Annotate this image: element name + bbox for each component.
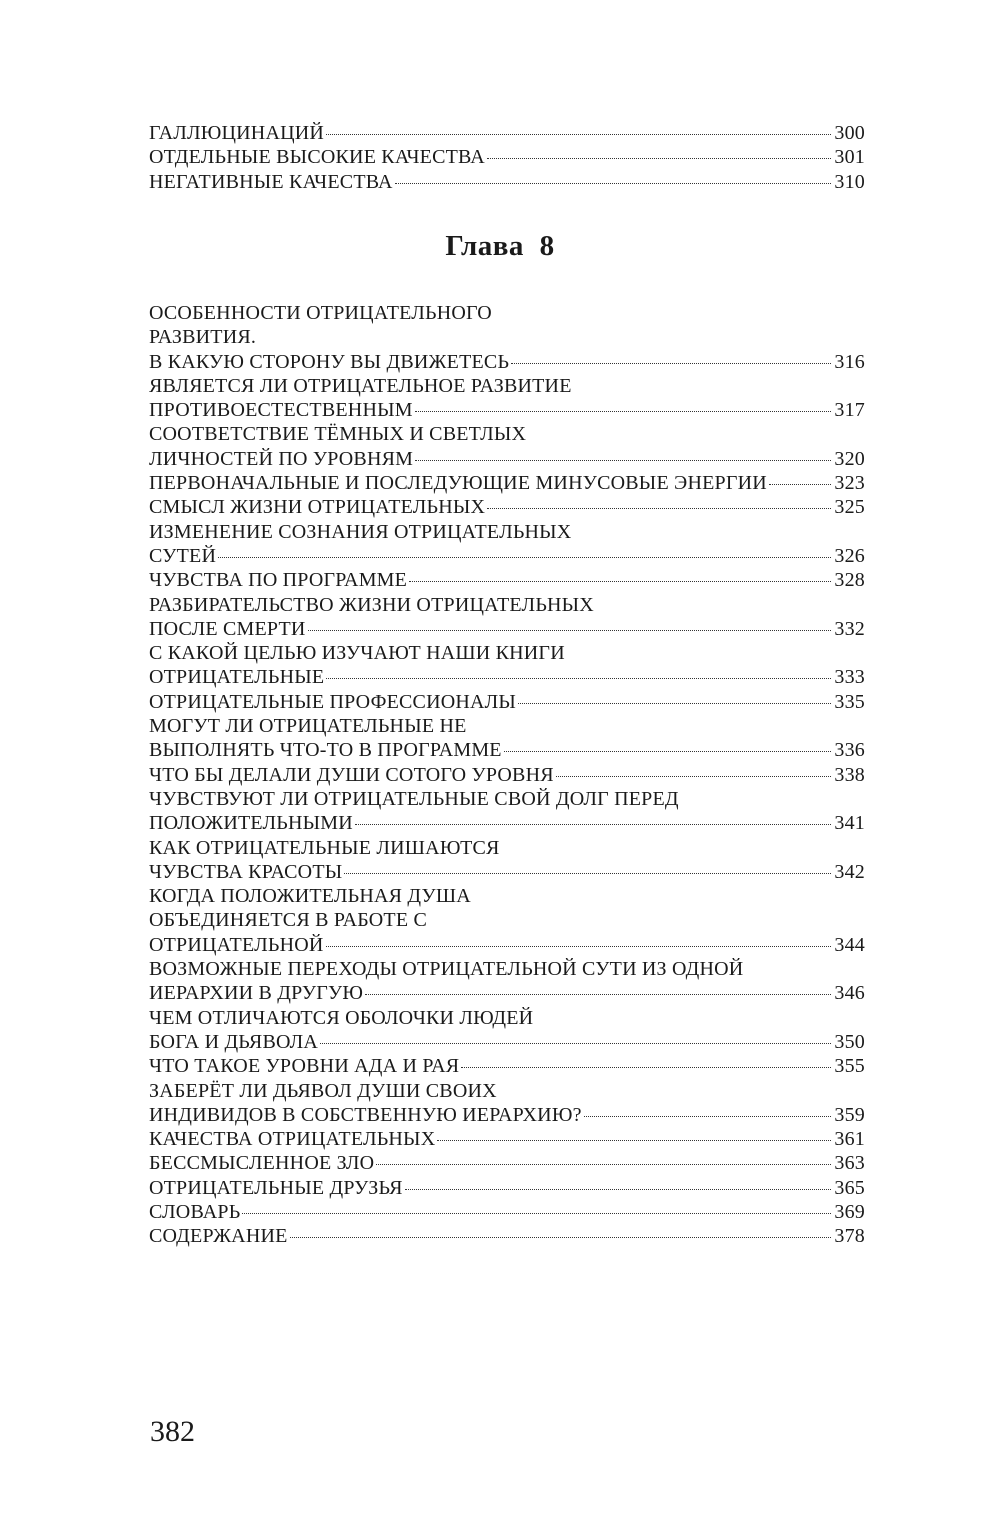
toc-entry-title: ИНДИВИДОВ В СОБСТВЕННУЮ ИЕРАРХИЮ?	[149, 1103, 582, 1126]
toc-entry-page: 344	[834, 933, 865, 956]
toc-entry-title: СЛОВАРЬ	[149, 1200, 241, 1223]
toc-entry-page: 342	[834, 860, 865, 883]
toc-entry-page: 326	[834, 544, 865, 567]
toc-entry	[149, 447, 865, 471]
toc-entry	[149, 1151, 865, 1175]
toc-entry-title: ОТРИЦАТЕЛЬНЫЕ ДРУЗЬЯ	[149, 1176, 403, 1199]
dot-leader	[365, 994, 831, 995]
toc-entry	[149, 1127, 865, 1151]
toc-entry-title: ЧТО БЫ ДЕЛАЛИ ДУШИ СОТОГО УРОВНЯ	[149, 763, 554, 786]
toc-entry-page: 346	[834, 982, 865, 1005]
toc-entry-title: БОГА И ДЬЯВОЛА	[149, 1030, 319, 1053]
toc-entry-title: С КАКОЙ ЦЕЛЬЮ ИЗУЧАЮТ НАШИ КНИГИ	[149, 642, 565, 665]
toc-entry-page: 341	[834, 812, 865, 835]
dot-leader	[242, 1213, 831, 1214]
toc-entry-title: ОТРИЦАТЕЛЬНОЙ	[149, 933, 324, 956]
dot-leader	[487, 508, 831, 509]
toc-entry-page: 350	[834, 1030, 865, 1053]
page-number: 382	[150, 1415, 195, 1448]
toc-entry-page: 328	[834, 569, 865, 592]
toc-entry-title: ОБЪЕДИНЯЕТСЯ В РАБОТЕ С	[149, 909, 427, 932]
dot-leader	[290, 1237, 831, 1238]
dot-leader	[326, 946, 831, 947]
toc-entry	[149, 350, 865, 374]
toc-entry-title: ЧУВСТВУЮТ ЛИ ОТРИЦАТЕЛЬНЫЕ СВОЙ ДОЛГ ПЕРЕД	[149, 787, 679, 810]
toc-entry-title: ОТРИЦАТЕЛЬНЫЕ	[149, 666, 325, 689]
toc-entry	[149, 1103, 865, 1127]
toc-entry	[149, 665, 865, 689]
toc-entry	[149, 1054, 865, 1078]
toc-entry-title: ЯВЛЯЕТСЯ ЛИ ОТРИЦАТЕЛЬНОЕ РАЗВИТИЕ	[149, 374, 572, 397]
dot-leader	[769, 484, 831, 485]
toc-entry-title: ИЕРАРХИИ В ДРУГУЮ	[149, 982, 364, 1005]
toc-entry-title: СУТЕЙ	[149, 544, 217, 567]
toc-entry-page: 317	[834, 399, 865, 422]
dot-leader	[376, 1164, 831, 1165]
dot-leader	[415, 460, 831, 461]
toc-entry	[149, 374, 865, 398]
toc-entry-title: КОГДА ПОЛОЖИТЕЛЬНАЯ ДУША	[149, 885, 471, 908]
dot-leader	[461, 1067, 831, 1068]
toc-entry	[149, 121, 865, 145]
toc-entry	[149, 763, 865, 787]
dot-leader	[320, 1043, 831, 1044]
dot-leader	[326, 678, 831, 679]
toc-entry-page: 335	[834, 690, 865, 713]
toc-entry-title: ЧУВСТВА КРАСОТЫ	[149, 860, 343, 883]
toc-entry-page: 323	[834, 472, 865, 495]
toc-entry-page: 332	[834, 617, 865, 640]
toc-entry	[149, 593, 865, 617]
toc-entry-title: ЧТО ТАКОЕ УРОВНИ АДА И РАЯ	[149, 1055, 460, 1078]
toc-entry-title: ЛИЧНОСТЕЙ ПО УРОВНЯМ	[149, 447, 414, 470]
toc-entry-title: ЧУВСТВА ПО ПРОГРАММЕ	[149, 569, 408, 592]
toc-entry	[149, 787, 865, 811]
toc-entry-page: 378	[834, 1225, 865, 1248]
dot-leader	[437, 1140, 831, 1141]
dot-leader	[355, 824, 831, 825]
toc-entry-page: 301	[834, 146, 865, 169]
toc-entry-page: 300	[834, 122, 865, 144]
toc-entry-title: КАЧЕСТВА ОТРИЦАТЕЛЬНЫХ	[149, 1128, 436, 1151]
toc-entry-title: ПРОТИВОЕСТЕСТВЕННЫМ	[149, 399, 413, 422]
dot-leader	[344, 873, 831, 874]
toc-entry	[149, 641, 865, 665]
toc-entry	[149, 301, 865, 325]
toc-entry	[149, 1200, 865, 1224]
toc-entry-title: СООТВЕТСТВИЕ ТЁМНЫХ И СВЕТЛЫХ	[149, 423, 527, 446]
toc-entry	[149, 495, 865, 519]
toc-entry-page: 365	[834, 1176, 865, 1199]
toc-entry-page: 320	[834, 447, 865, 470]
toc-entry-page: 359	[834, 1103, 865, 1126]
toc-entry-page: 338	[834, 763, 865, 786]
dot-leader	[487, 158, 831, 159]
toc-entry-title: РАЗБИРАТЕЛЬСТВО ЖИЗНИ ОТРИЦАТЕЛЬНЫХ	[149, 593, 594, 616]
toc-entry-title: СОДЕРЖАНИЕ	[149, 1225, 288, 1248]
toc-entry	[149, 325, 865, 349]
toc-entry-title: ПОСЛЕ СМЕРТИ	[149, 617, 306, 640]
toc-entry	[149, 738, 865, 762]
toc-entry	[149, 1006, 865, 1030]
toc-entry-title: ОТДЕЛЬНЫЕ ВЫСОКИЕ КАЧЕСТВА	[149, 146, 485, 169]
toc-entry	[149, 957, 865, 981]
dot-leader	[308, 630, 831, 631]
toc-entry	[149, 398, 865, 422]
dot-leader	[518, 703, 831, 704]
toc-entry	[149, 1176, 865, 1200]
toc-entry-page: 310	[834, 170, 865, 193]
toc-entry	[149, 520, 865, 544]
toc-entry	[149, 860, 865, 884]
toc-chapter-8-section	[149, 301, 865, 1249]
toc-entry-title: ЗАБЕРЁТ ЛИ ДЬЯВОЛ ДУШИ СВОИХ	[149, 1079, 497, 1102]
toc-entry	[149, 811, 865, 835]
toc-entry	[149, 933, 865, 957]
dot-leader	[405, 1189, 831, 1190]
toc-entry-title: МОГУТ ЛИ ОТРИЦАТЕЛЬНЫЕ НЕ	[149, 715, 467, 738]
toc-entry-title: БЕССМЫСЛЕННОЕ ЗЛО	[149, 1152, 375, 1175]
toc-entry	[149, 617, 865, 641]
toc-entry	[149, 568, 865, 592]
toc-entry-title: В КАКУЮ СТОРОНУ ВЫ ДВИЖЕТЕСЬ	[149, 350, 510, 373]
toc-entry	[149, 714, 865, 738]
toc-entry	[149, 1224, 865, 1248]
toc-entry-page: 361	[834, 1128, 865, 1151]
dot-leader	[409, 581, 831, 582]
toc-entry	[149, 908, 865, 932]
dot-leader	[415, 411, 831, 412]
toc-entry-title: СМЫСЛ ЖИЗНИ ОТРИЦАТЕЛЬНЫХ	[149, 496, 486, 519]
toc-top-section	[149, 121, 865, 194]
dot-leader	[326, 134, 831, 135]
toc-entry-page: 316	[834, 350, 865, 373]
toc-entry-title: ВОЗМОЖНЫЕ ПЕРЕХОДЫ ОТРИЦАТЕЛЬНОЙ СУТИ ИЗ ОДНОЙ	[149, 958, 744, 981]
toc-entry	[149, 981, 865, 1005]
toc-entry-title: ИЗМЕНЕНИЕ СОЗНАНИЯ ОТРИЦАТЕЛЬНЫХ	[149, 520, 572, 543]
toc-entry-title: ГАЛЛЮЦИНАЦИЙ	[149, 122, 325, 144]
toc-entry	[149, 836, 865, 860]
dot-leader	[556, 776, 831, 777]
toc-entry-page: 355	[834, 1055, 865, 1078]
toc-entry-title: ВЫПОЛНЯТЬ ЧТО-ТО В ПРОГРАММЕ	[149, 739, 502, 762]
toc-entry	[149, 1030, 865, 1054]
dot-leader	[504, 751, 831, 752]
toc-entry-title: КАК ОТРИЦАТЕЛЬНЫЕ ЛИШАЮТСЯ	[149, 836, 500, 859]
toc-entry-page: 333	[834, 666, 865, 689]
chapter-title: Глава 8	[445, 230, 555, 262]
toc-entry-title: НЕГАТИВНЫЕ КАЧЕСТВА	[149, 170, 393, 193]
toc-entry-title: ПОЛОЖИТЕЛЬНЫМИ	[149, 812, 353, 835]
toc-entry	[149, 422, 865, 446]
dot-leader	[511, 363, 831, 364]
toc-entry-title: ПЕРВОНАЧАЛЬНЫЕ И ПОСЛЕДУЮЩИЕ МИНУСОВЫЕ ЭНЕРГИИ	[149, 472, 767, 495]
toc-entry-page: 363	[834, 1152, 865, 1175]
toc-entry-title: ЧЕМ ОТЛИЧАЮТСЯ ОБОЛОЧКИ ЛЮДЕЙ	[149, 1006, 534, 1029]
toc-entry	[149, 145, 865, 169]
toc-entry-page: 336	[834, 739, 865, 762]
dot-leader	[395, 183, 831, 184]
toc-entry-title: ОСОБЕННОСТИ ОТРИЦАТЕЛЬНОГО	[149, 302, 492, 324]
toc-entry	[149, 544, 865, 568]
dot-leader	[218, 557, 831, 558]
dot-leader	[584, 1116, 831, 1117]
toc-entry-page: 325	[834, 496, 865, 519]
toc-entry-page: 369	[834, 1200, 865, 1223]
toc-entry	[149, 1079, 865, 1103]
toc-entry-title: ОТРИЦАТЕЛЬНЫЕ ПРОФЕССИОНАЛЫ	[149, 690, 517, 713]
toc-entry-title: РАЗВИТИЯ.	[149, 326, 257, 349]
toc-entry	[149, 884, 865, 908]
toc-entry	[149, 471, 865, 495]
toc-entry	[149, 690, 865, 714]
toc-entry	[149, 170, 865, 194]
